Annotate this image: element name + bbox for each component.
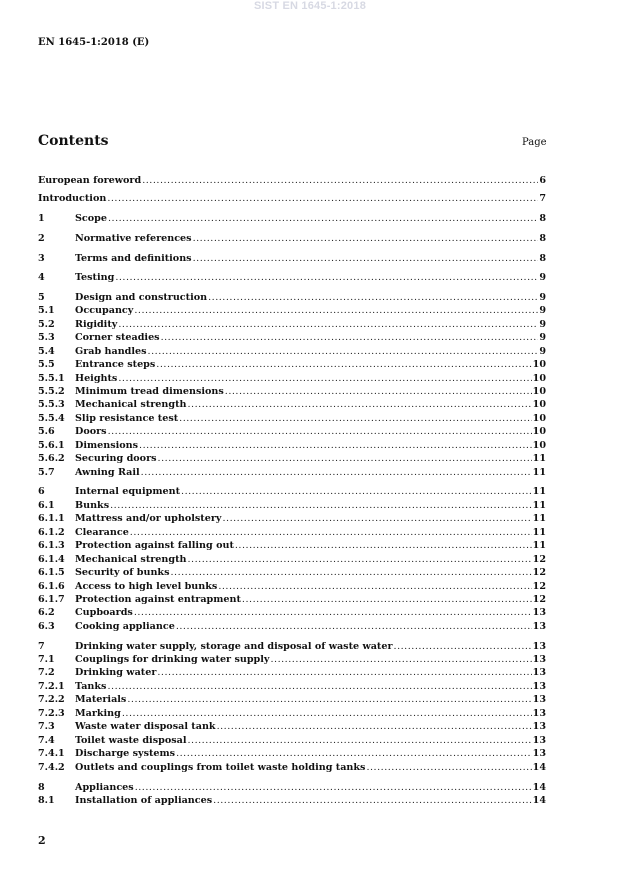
toc-entry[interactable] bbox=[38, 467, 546, 479]
toc-entry-number: 6.2 bbox=[38, 607, 55, 618]
toc-entry-page: 11 bbox=[532, 500, 546, 511]
toc-entry-title: Testing bbox=[75, 272, 115, 283]
toc-entry[interactable] bbox=[38, 721, 546, 733]
toc-entry-title: Protection against falling out bbox=[75, 540, 234, 551]
toc-entry-number: 7.2.1 bbox=[38, 681, 65, 692]
toc-entry-page: 10 bbox=[532, 386, 546, 397]
toc-entry[interactable] bbox=[38, 233, 546, 245]
toc-dot-leader bbox=[242, 594, 532, 606]
toc-dot-leader bbox=[225, 386, 532, 398]
toc-entry[interactable] bbox=[38, 253, 546, 265]
toc-entry-page: 8 bbox=[539, 233, 546, 244]
toc-entry-page: 9 bbox=[539, 272, 546, 283]
toc-entry-page: 13 bbox=[532, 721, 546, 732]
toc-entry-title: Cooking appliance bbox=[75, 621, 175, 632]
toc-entry-page: 10 bbox=[532, 440, 546, 451]
toc-entry-title: Access to high level bunks bbox=[75, 581, 218, 592]
toc-dot-leader bbox=[366, 762, 531, 774]
toc-dot-leader bbox=[148, 346, 539, 358]
toc-entry-title: Design and construction bbox=[75, 292, 208, 303]
toc-entry-number: 5.6.1 bbox=[38, 440, 65, 451]
toc-entry[interactable] bbox=[38, 748, 546, 760]
toc-entry-title: Occupancy bbox=[75, 305, 134, 316]
toc-dot-leader bbox=[156, 359, 531, 371]
toc-entry-title: Internal equipment bbox=[75, 486, 181, 497]
toc-entry-title: Protection against entrapment bbox=[75, 594, 241, 605]
toc-dot-leader bbox=[176, 621, 532, 633]
toc-entry-page: 8 bbox=[539, 213, 546, 224]
toc-entry-title: Mechanical strength bbox=[75, 554, 187, 565]
toc-entry-number: 5.6 bbox=[38, 426, 55, 437]
toc-entry[interactable] bbox=[38, 540, 546, 552]
toc-dot-leader bbox=[134, 305, 538, 317]
toc-entry-number: 5.5.4 bbox=[38, 413, 65, 424]
toc-dot-leader bbox=[142, 175, 538, 187]
toc-dot-leader bbox=[130, 527, 532, 539]
toc-entry[interactable] bbox=[38, 681, 546, 693]
toc-entry-title: Cupboards bbox=[75, 607, 133, 618]
toc-entry[interactable] bbox=[38, 654, 546, 666]
toc-dot-leader bbox=[158, 453, 532, 465]
toc-dot-leader bbox=[118, 319, 538, 331]
toc-entry[interactable] bbox=[38, 453, 546, 465]
toc-entry-title: Waste water disposal tank bbox=[75, 721, 216, 732]
toc-entry-page: 9 bbox=[539, 332, 546, 343]
toc-entry-number: 7.2.2 bbox=[38, 694, 65, 705]
toc-entry-number: 6.1.5 bbox=[38, 567, 65, 578]
toc-entry-title: Entrance steps bbox=[75, 359, 156, 370]
toc-entry-page: 10 bbox=[532, 359, 546, 370]
toc-entry[interactable] bbox=[38, 795, 546, 807]
toc-entry[interactable] bbox=[38, 332, 546, 344]
toc-entry[interactable] bbox=[38, 762, 546, 774]
toc-entry[interactable] bbox=[38, 346, 546, 358]
toc-entry-title: Clearance bbox=[75, 527, 129, 538]
toc-entry-number: 7 bbox=[38, 641, 45, 652]
toc-entry-title: Outlets and couplings from toilet waste holding tanks bbox=[75, 762, 366, 773]
toc-dot-leader bbox=[270, 654, 531, 666]
toc-entry-page: 11 bbox=[532, 540, 546, 551]
toc-entry-number: 8 bbox=[38, 782, 45, 793]
toc-entry[interactable] bbox=[38, 500, 546, 512]
toc-entry-title: Slip resistance test bbox=[75, 413, 179, 424]
toc-entry-number: 2 bbox=[38, 233, 45, 244]
toc-entry-page: 11 bbox=[532, 527, 546, 538]
toc-entry-number: 5.1 bbox=[38, 305, 55, 316]
toc-entry-page: 11 bbox=[532, 467, 546, 478]
toc-entry-number: 5.5.1 bbox=[38, 373, 65, 384]
toc-entry-title: Bunks bbox=[75, 500, 110, 511]
toc-entry-title: Materials bbox=[75, 694, 127, 705]
toc-entry-title: Doors bbox=[75, 426, 107, 437]
toc-entry-number: 6.1.6 bbox=[38, 581, 65, 592]
toc-entry-number: 6.1.7 bbox=[38, 594, 65, 605]
toc-entry[interactable] bbox=[38, 399, 546, 411]
toc-entry-title: Tanks bbox=[75, 681, 107, 692]
toc-entry-title: Rigidity bbox=[75, 319, 118, 330]
toc-entry-title: Discharge systems bbox=[75, 748, 176, 759]
toc-dot-leader bbox=[135, 782, 532, 794]
toc-dot-leader bbox=[110, 500, 532, 512]
toc-dot-leader bbox=[127, 694, 531, 706]
toc-dot-leader bbox=[181, 486, 532, 498]
toc-dot-leader bbox=[115, 272, 538, 284]
toc-dot-leader bbox=[213, 795, 532, 807]
toc-dot-leader bbox=[193, 253, 539, 265]
toc-dot-leader bbox=[188, 554, 532, 566]
page-number: 2 bbox=[38, 834, 46, 847]
toc-entry[interactable] bbox=[38, 594, 546, 606]
toc-entry-title: European foreword bbox=[38, 175, 142, 186]
toc-entry[interactable] bbox=[38, 694, 546, 706]
toc-entry-title: Drinking water bbox=[75, 667, 157, 678]
toc-entry-title: Installation of appliances bbox=[75, 795, 213, 806]
toc-entry-title: Normative references bbox=[75, 233, 192, 244]
toc-entry-title: Marking bbox=[75, 708, 121, 719]
toc-entry-page: 7 bbox=[539, 193, 546, 204]
toc-entry[interactable] bbox=[38, 607, 546, 619]
toc-entry-page: 13 bbox=[532, 641, 546, 652]
toc-entry-page: 9 bbox=[539, 319, 546, 330]
toc-entry-title: Security of bunks bbox=[75, 567, 170, 578]
toc-entry-page: 8 bbox=[539, 253, 546, 264]
toc-entry-page: 10 bbox=[532, 426, 546, 437]
toc-dot-leader bbox=[222, 513, 531, 525]
toc-entry-page: 9 bbox=[539, 305, 546, 316]
toc-entry[interactable] bbox=[38, 272, 546, 284]
toc-dot-leader bbox=[141, 467, 532, 479]
toc-dot-leader bbox=[188, 399, 532, 411]
toc-entry-number: 5.4 bbox=[38, 346, 55, 357]
toc-entry-number: 5.2 bbox=[38, 319, 55, 330]
toc-entry-page: 10 bbox=[532, 399, 546, 410]
toc-entry-page: 11 bbox=[532, 513, 546, 524]
toc-entry-page: 13 bbox=[532, 681, 546, 692]
toc-entry-number: 6.3 bbox=[38, 621, 55, 632]
toc-entry[interactable] bbox=[38, 527, 546, 539]
toc-entry[interactable] bbox=[38, 305, 546, 317]
toc-entry-number: 7.4.2 bbox=[38, 762, 65, 773]
toc-entry-number: 5.5.2 bbox=[38, 386, 65, 397]
toc-entry[interactable] bbox=[38, 193, 546, 205]
toc-entry-page: 13 bbox=[532, 748, 546, 759]
toc-dot-leader bbox=[179, 413, 531, 425]
toc-entry[interactable] bbox=[38, 175, 546, 187]
toc-entry-number: 7.4.1 bbox=[38, 748, 65, 759]
toc-entry-title: Corner steadies bbox=[75, 332, 160, 343]
toc-entry-page: 11 bbox=[532, 453, 546, 464]
toc-dot-leader bbox=[208, 292, 538, 304]
toc-entry[interactable] bbox=[38, 292, 546, 304]
toc-entry-title: Mechanical strength bbox=[75, 399, 187, 410]
toc-dot-leader bbox=[161, 332, 539, 344]
toc-entry-page: 13 bbox=[532, 667, 546, 678]
toc-entry-number: 1 bbox=[38, 213, 45, 224]
toc-dot-leader bbox=[108, 426, 532, 438]
toc-entry-page: 10 bbox=[532, 413, 546, 424]
toc-entry[interactable] bbox=[38, 641, 546, 653]
toc-entry[interactable] bbox=[38, 373, 546, 385]
toc-entry-title: Introduction bbox=[38, 193, 107, 204]
toc-entry-number: 6.1 bbox=[38, 500, 55, 511]
toc-entry-title: Awning Rail bbox=[75, 467, 140, 478]
toc-entry-number: 5.6.2 bbox=[38, 453, 65, 464]
toc-entry-page: 9 bbox=[539, 346, 546, 357]
toc-entry-page: 12 bbox=[532, 554, 546, 565]
toc-dot-leader bbox=[139, 440, 532, 452]
toc-entry-title: Couplings for drinking water supply bbox=[75, 654, 270, 665]
toc-entry[interactable] bbox=[38, 386, 546, 398]
toc-entry-title: Mattress and/or upholstery bbox=[75, 513, 222, 524]
toc-entry-number: 5.3 bbox=[38, 332, 55, 343]
toc-entry-number: 5.5 bbox=[38, 359, 55, 370]
toc-entry-page: 10 bbox=[532, 373, 546, 384]
toc-entry-page: 13 bbox=[532, 694, 546, 705]
toc-entry-number: 3 bbox=[38, 253, 45, 264]
toc-entry[interactable] bbox=[38, 413, 546, 425]
toc-entry-title: Dimensions bbox=[75, 440, 139, 451]
toc-entry-number: 8.1 bbox=[38, 795, 55, 806]
toc-entry-title: Securing doors bbox=[75, 453, 157, 464]
toc-entry-number: 6.1.2 bbox=[38, 527, 65, 538]
page-column-label: Page bbox=[522, 137, 547, 148]
toc-entry-page: 13 bbox=[532, 621, 546, 632]
toc-entry-title: Minimum tread dimensions bbox=[75, 386, 224, 397]
toc-dot-leader bbox=[187, 735, 531, 747]
toc-dot-leader bbox=[107, 193, 538, 205]
toc-entry-number: 6.1.4 bbox=[38, 554, 65, 565]
contents-title: Contents bbox=[38, 133, 109, 149]
toc-dot-leader bbox=[218, 581, 531, 593]
toc-entry-page: 11 bbox=[532, 486, 546, 497]
toc-entry-title: Toilet waste disposal bbox=[75, 735, 187, 746]
toc-dot-leader bbox=[157, 667, 531, 679]
toc-entry-page: 13 bbox=[532, 708, 546, 719]
toc-entry-page: 14 bbox=[532, 782, 546, 793]
toc-entry[interactable] bbox=[38, 486, 546, 498]
toc-entry-number: 7.3 bbox=[38, 721, 55, 732]
toc-entry[interactable] bbox=[38, 319, 546, 331]
toc-dot-leader bbox=[235, 540, 532, 552]
toc-entry[interactable] bbox=[38, 567, 546, 579]
toc-entry[interactable] bbox=[38, 581, 546, 593]
toc-entry[interactable] bbox=[38, 782, 546, 794]
toc-entry-number: 7.4 bbox=[38, 735, 55, 746]
toc-dot-leader bbox=[176, 748, 532, 760]
toc-entry[interactable] bbox=[38, 426, 546, 438]
toc-entry-page: 6 bbox=[539, 175, 546, 186]
watermark: SIST EN 1645-1:2018 bbox=[253, 0, 367, 12]
toc-dot-leader bbox=[193, 233, 539, 245]
toc-entry-page: 14 bbox=[532, 762, 546, 773]
toc-entry-number: 6.1.1 bbox=[38, 513, 65, 524]
toc-entry-page: 13 bbox=[532, 654, 546, 665]
toc-entry-title: Scope bbox=[75, 213, 107, 224]
toc-entry-title: Drinking water supply, storage and disposal of waste water bbox=[75, 641, 393, 652]
toc-entry-number: 6.1.3 bbox=[38, 540, 65, 551]
toc-entry-number: 7.2 bbox=[38, 667, 55, 678]
toc-entry[interactable] bbox=[38, 359, 546, 371]
toc-entry-page: 12 bbox=[532, 581, 546, 592]
toc-entry-number: 5.7 bbox=[38, 467, 55, 478]
toc-entry-title: Appliances bbox=[75, 782, 134, 793]
toc-entry[interactable] bbox=[38, 440, 546, 452]
toc-entry-number: 7.1 bbox=[38, 654, 55, 665]
toc-dot-leader bbox=[170, 567, 531, 579]
toc-entry-number: 4 bbox=[38, 272, 45, 283]
toc-entry[interactable] bbox=[38, 621, 546, 633]
toc-entry-page: 12 bbox=[532, 594, 546, 605]
document-id: EN 1645-1:2018 (E) bbox=[38, 37, 150, 48]
toc-entry-title: Terms and definitions bbox=[75, 253, 192, 264]
toc-entry-title: Heights bbox=[75, 373, 118, 384]
toc-entry-page: 13 bbox=[532, 735, 546, 746]
toc-entry-page: 9 bbox=[539, 292, 546, 303]
toc-entry-number: 5 bbox=[38, 292, 45, 303]
toc-entry-page: 13 bbox=[532, 607, 546, 618]
toc-dot-leader bbox=[394, 641, 532, 653]
toc-dot-leader bbox=[107, 681, 531, 693]
toc-entry-number: 7.2.3 bbox=[38, 708, 65, 719]
toc-entry[interactable] bbox=[38, 735, 546, 747]
toc-entry[interactable] bbox=[38, 213, 546, 225]
toc-entry[interactable] bbox=[38, 513, 546, 525]
toc-dot-leader bbox=[118, 373, 531, 385]
toc-entry[interactable] bbox=[38, 708, 546, 720]
toc-entry[interactable] bbox=[38, 667, 546, 679]
toc-dot-leader bbox=[108, 213, 538, 225]
toc-entry-page: 12 bbox=[532, 567, 546, 578]
toc-dot-leader bbox=[217, 721, 532, 733]
toc-entry-number: 6 bbox=[38, 486, 45, 497]
toc-entry-number: 5.5.3 bbox=[38, 399, 65, 410]
toc-dot-leader bbox=[134, 607, 532, 619]
toc-dot-leader bbox=[122, 708, 532, 720]
toc-entry[interactable] bbox=[38, 554, 546, 566]
toc-entry-page: 14 bbox=[532, 795, 546, 806]
toc-entry-title: Grab handles bbox=[75, 346, 147, 357]
